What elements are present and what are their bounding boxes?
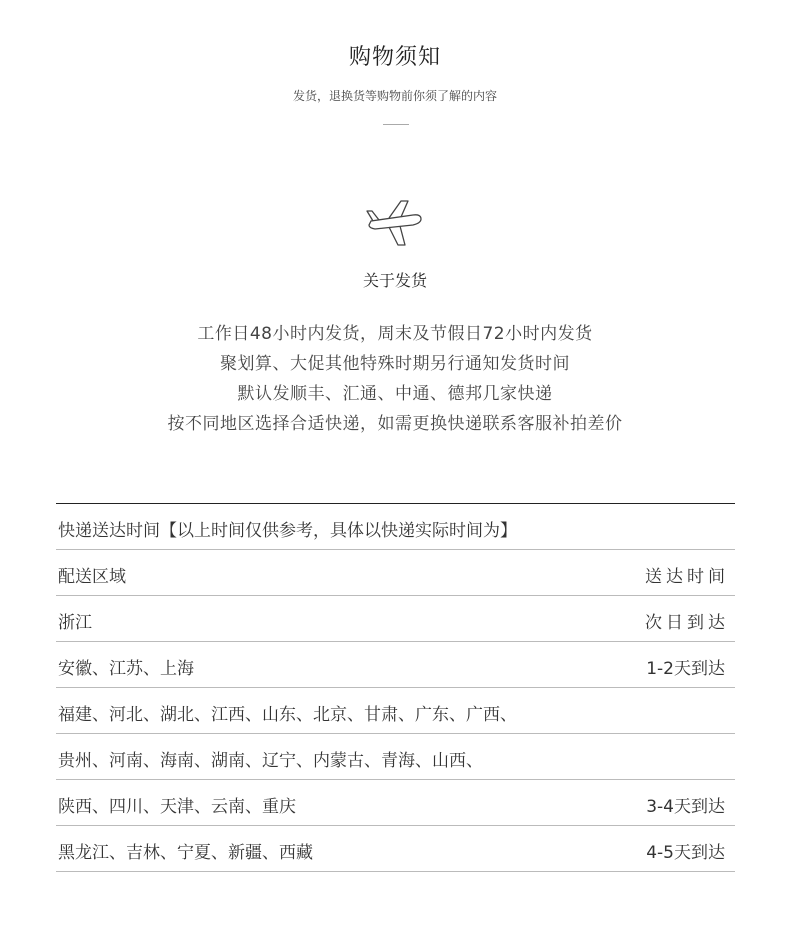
table-caption: 快递送达时间【以上时间仅供参考，具体以快递实际时间为】 xyxy=(58,521,517,541)
region-cell: 黑龙江、吉林、宁夏、新疆、西藏 xyxy=(58,843,313,863)
title-divider xyxy=(383,124,409,125)
table-row xyxy=(56,688,735,734)
time-cell: 4-5天到达 xyxy=(646,843,725,863)
shipping-notes xyxy=(0,319,790,439)
time-cell: 3-4天到达 xyxy=(646,797,725,817)
shipping-section-title: 关于发货 xyxy=(362,271,427,290)
region-cell: 浙江 xyxy=(58,613,92,633)
region-cell: 陕西、四川、天津、云南、重庆 xyxy=(58,797,296,817)
region-column-header: 配送区域 xyxy=(58,567,126,587)
time-cell: 次日到达 xyxy=(645,613,729,633)
region-cell: 安徽、江苏、上海 xyxy=(58,659,194,679)
region-cell: 贵州、河南、海南、湖南、辽宁、内蒙古、青海、山西、 xyxy=(58,751,483,771)
table-row xyxy=(56,596,735,642)
shipping-note-line: 默认发顺丰、汇通、中通、德邦几家快递 xyxy=(237,384,553,404)
table-caption-row xyxy=(56,504,735,550)
table-row xyxy=(56,642,735,688)
table-row xyxy=(56,734,735,780)
page-title: 购物须知 xyxy=(348,45,441,70)
time-column-header: 送达时间 xyxy=(645,567,729,587)
shipping-note-line: 工作日48小时内发货，周末及节假日72小时内发货 xyxy=(197,324,593,344)
table-row xyxy=(56,826,735,872)
airplane-icon xyxy=(365,197,425,249)
table-header-row xyxy=(56,550,735,596)
page-subtitle: 发货，退换货等购物前你须了解的内容 xyxy=(292,89,497,103)
table-row xyxy=(56,780,735,826)
delivery-time-table xyxy=(56,503,735,872)
time-cell: 1-2天到达 xyxy=(646,659,725,679)
region-cell: 福建、河北、湖北、江西、山东、北京、甘肃、广东、广西、 xyxy=(58,705,517,725)
shipping-note-line: 按不同地区选择合适快递，如需更换快递联系客服补拍差价 xyxy=(167,414,623,434)
shipping-note-line: 聚划算、大促其他特殊时期另行通知发货时间 xyxy=(220,354,570,374)
